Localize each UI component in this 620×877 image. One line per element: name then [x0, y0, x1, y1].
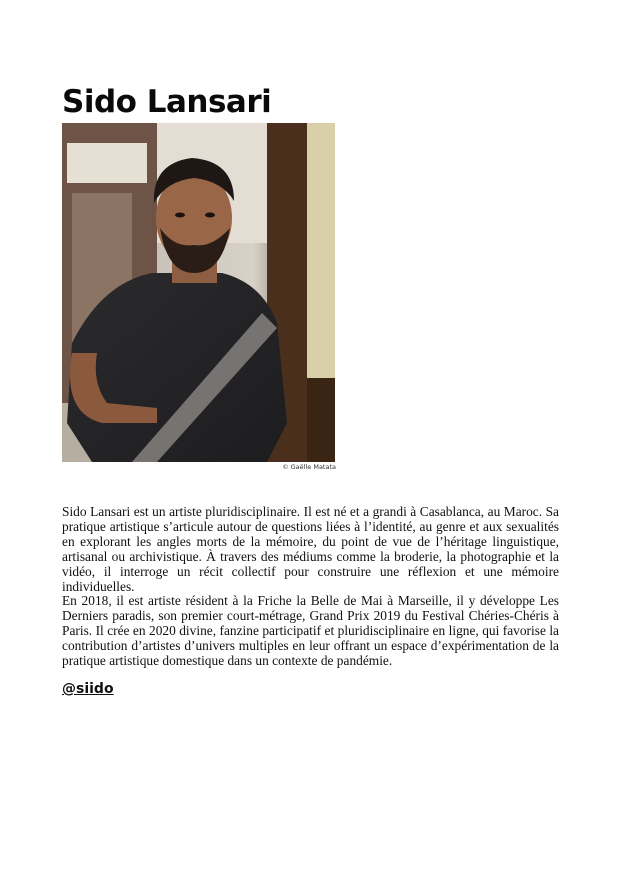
bio-paragraph: En 2018, il est artiste résident à la Friche la Belle de Mai à Marseille, il y développe Les Derniers paradis, son premier court-métrage, Grand Prix 2019 du Festival Chéries-Chéris à Paris. Il crée en 2020 divine, fanzine participatif et pluridisciplinaire en ligne, qui favorise la contribution d’artistes d’univers multiples en leur offrant un espace d’expérimentation de la pratique artistique domestique dans un contexte de pandémie.	[62, 593, 559, 669]
social-handle-link[interactable]: @siido	[62, 681, 114, 697]
photo-credit: © Gaëlle Matata	[282, 463, 336, 471]
portrait-photo	[62, 123, 335, 462]
biography	[62, 505, 559, 669]
page-title: Sido Lansari	[62, 84, 272, 120]
bio-paragraph: Sido Lansari est un artiste pluridisciplinaire. Il est né et a grandi à Casablanca, au Maroc. Sa pratique artistique s’articule autour de questions liées à l’identité, au genre et aux sexualités en explorant les angles morts de la mémoire, du point de vue de l’héritage linguistique, artisanal ou archivistique. À travers des médiums comme la broderie, la photographie et la vidéo, il interroge un récit collectif pour construire une réflexion et une mémoire individuelles.	[62, 504, 559, 594]
